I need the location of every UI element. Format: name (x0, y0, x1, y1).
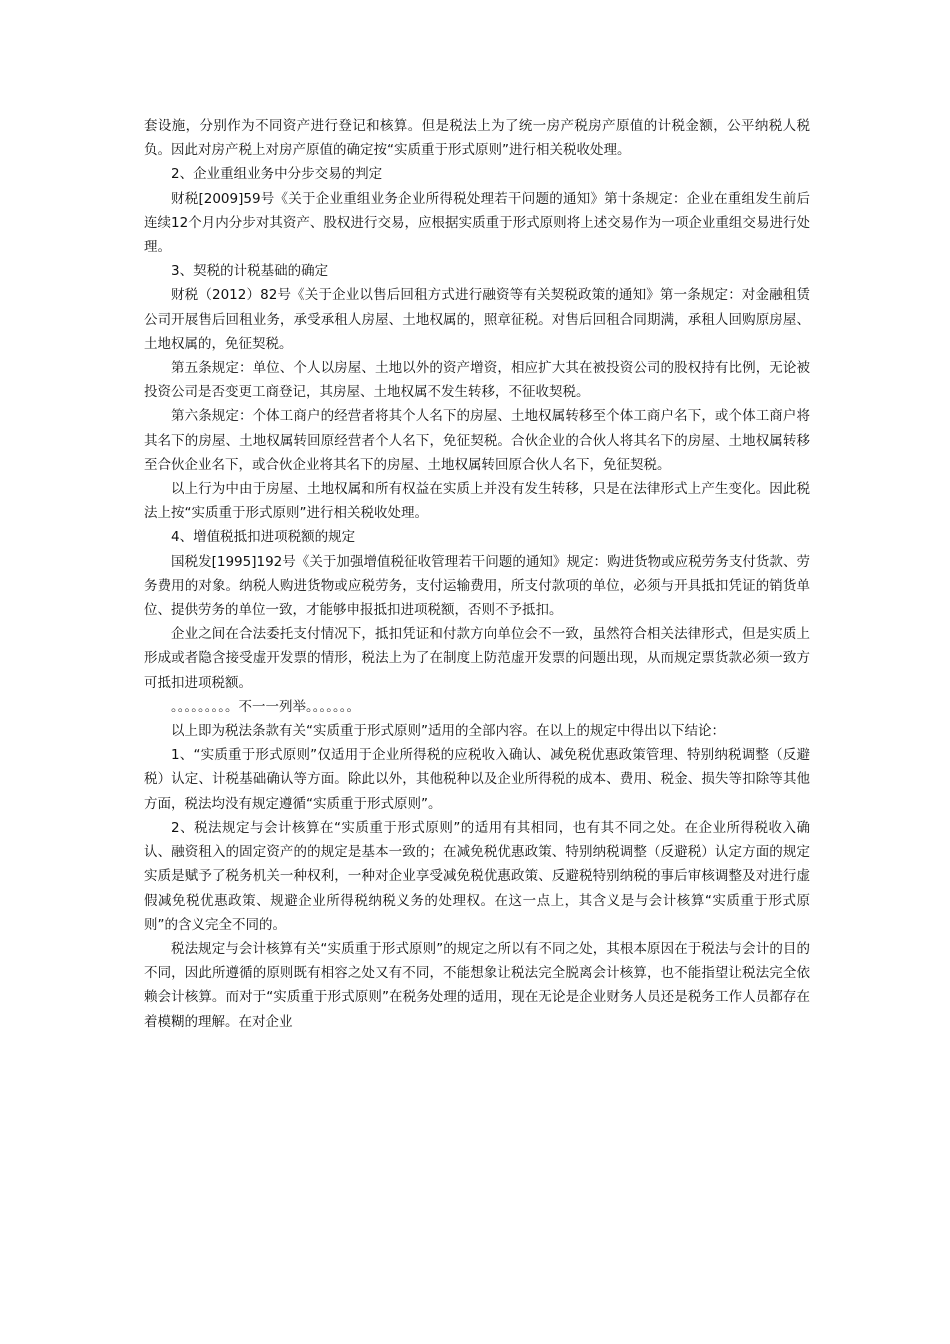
conclusion-item-1: 1、“实质重于形式原则”仅适用于企业所得税的应税收入确认、减免税优惠政策管理、特别纳税调整（反避税）认定、计税基础确认等方面。除此以外，其他税种以及企业所得税的成本、费用、税金、损失等扣除等其他方面，税法均没有规定遵循“实质重于形式原则”。 (144, 747, 810, 812)
ellipsis-line: 。。。。。。。。。不一一列举。。。。。。。 (171, 698, 360, 715)
section-heading-2: 2、企业重组业务中分步交易的判定 (171, 166, 383, 183)
conclusion-item-2: 2、税法规定与会计核算在“实质重于形式原则”的适用有其相同，也有其不同之处。在企业所得税收入确认、融资租入的固定资产的的规定是基本一致的；在减免税优惠政策、特别纳税调整（反避税）认定方面的规定实质是赋予了税务机关一种权利，一种对企业享受减免税优惠政策、反避税特别纳税的事后审核调整及对进行虚假减免税优惠政策、规避企业所得税纳税义务的处理权。在这一点上，其含义是与会计核算“实质重于形式原则”的含义完全不同的。 (144, 819, 810, 933)
paragraph: 税法规定与会计核算有关“实质重于形式原则”的规定之所以有不同之处，其根本原因在于税法与会计的目的不同，因此所遵循的原则既有相容之处又有不同，不能想象让税法完全脱离会计核算，也不能指望让税法完全依赖会计核算。而对于“实质重于形式原则”在税务处理的适用，现在无论是企业财务人员还是税务工作人员都存在着模糊的理解。在对企业 (144, 940, 810, 1030)
document-body (144, 114, 810, 1034)
paragraph-continuation: 套设施，分别作为不同资产进行登记和核算。但是税法上为了统一房产税房产原值的计税金额，公平纳税人税负。因此对房产税上对房产原值的确定按“实质重于形式原则”进行相关税收处理。 (144, 118, 810, 159)
paragraph: 第六条规定：个体工商户的经营者将其个人名下的房屋、土地权属转移至个体工商户名下，或个体工商户将其名下的房屋、土地权属转回原经营者个人名下，免征契税。合伙企业的合伙人将其名下的房屋、土地权属转移至合伙企业名下，或合伙企业将其名下的房屋、土地权属转回原合伙人名下，免征契税。 (144, 408, 810, 473)
paragraph: 财税（2012）82号《关于企业以售后回租方式进行融资等有关契税政策的通知》第一条规定：对金融租赁公司开展售后回租业务，承受承租人房屋、土地权属的，照章征税。对售后回租合同期满，承租人回购原房屋、土地权属的，免征契税。 (144, 287, 810, 352)
paragraph: 以上即为税法条款有关“实质重于形式原则”适用的全部内容。在以上的规定中得出以下结论： (171, 723, 725, 740)
section-heading-4: 4、增值税抵扣进项税额的规定 (171, 529, 356, 546)
paragraph: 财税[2009]59号《关于企业重组业务企业所得税处理若干问题的通知》第十条规定：企业在重组发生前后连续12个月内分步对其资产、股权进行交易，应根据实质重于形式原则将上述交易作为一项企业重组交易进行处理。 (144, 190, 810, 256)
section-heading-3: 3、契税的计税基础的确定 (171, 263, 329, 280)
paragraph: 企业之间在合法委托支付情况下，抵扣凭证和付款方向单位会不一致，虽然符合相关法律形式，但是实质上形成或者隐含接受虚开发票的情形，税法上为了在制度上防范虚开发票的问题出现，从而规定票货款必须一致方可抵扣进项税额。 (144, 626, 810, 691)
paragraph: 以上行为中由于房屋、土地权属和所有权益在实质上并没有发生转移，只是在法律形式上产生变化。因此税法上按“实质重于形式原则”进行相关税收处理。 (144, 481, 810, 522)
paragraph: 第五条规定：单位、个人以房屋、土地以外的资产增资，相应扩大其在被投资公司的股权持有比例，无论被投资公司是否变更工商登记，其房屋、土地权属不发生转移，不征收契税。 (144, 360, 810, 401)
paragraph: 国税发[1995]192号《关于加强增值税征收管理若干问题的通知》规定：购进货物或应税劳务支付货款、劳务费用的对象。纳税人购进货物或应税劳务，支付运输费用，所支付款项的单位，必须与开具抵扣凭证的销货单位、提供劳务的单位一致，才能够申报抵扣进项税额，否则不予抵扣。 (144, 553, 810, 619)
